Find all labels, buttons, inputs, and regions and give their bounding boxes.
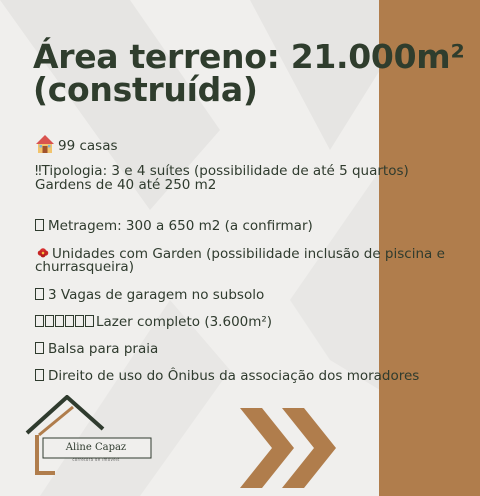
missing-glyph-icon	[85, 315, 94, 327]
feature-tipologia: ‼Tipologia: 3 e 4 suítes (possibilidade de até 5 quartos)	[35, 163, 409, 179]
brand-logo	[25, 395, 155, 480]
feature-vagas-text: 3 Vagas de garagem no subsolo	[48, 287, 265, 303]
missing-glyph-icon	[55, 315, 64, 327]
feature-onibus	[35, 369, 419, 384]
double-chevron-right-icon	[238, 408, 348, 488]
feature-unidades-text: Unidades com Garden (possibilidade inclusão de piscina e	[52, 246, 445, 262]
house-icon	[35, 134, 55, 154]
rose-icon	[35, 246, 51, 260]
feature-lazer	[35, 315, 272, 330]
feature-vagas	[35, 288, 264, 303]
feature-metragem-text: Metragem: 300 a 650 m2 (a confirmar)	[48, 218, 313, 234]
feature-balsa-text: Balsa para praia	[48, 341, 159, 357]
feature-onibus-text: Direito de uso do Ônibus da associação dos moradores	[48, 368, 420, 384]
page-title: Área terreno: 21.000m² (construída)	[33, 37, 465, 109]
brand-tagline: corretora de imóveis	[72, 457, 120, 462]
feature-lazer-text: Lazer completo (3.600m²)	[96, 314, 273, 330]
missing-glyph-icon	[35, 315, 44, 327]
missing-glyph-icon	[35, 219, 44, 231]
missing-glyph-icon	[35, 288, 44, 300]
missing-glyph-icon	[45, 315, 54, 327]
missing-glyph-icon	[75, 315, 84, 327]
brand-name: Aline Capaz	[65, 442, 127, 453]
missing-glyph-icon	[35, 369, 44, 381]
missing-glyph-icon	[35, 342, 44, 354]
missing-glyph-icon	[65, 315, 74, 327]
feature-casas	[35, 134, 118, 154]
feature-gardens: Gardens de 40 até 250 m2	[35, 177, 217, 193]
feature-casas-text: 99 casas	[58, 138, 118, 154]
feature-metragem	[35, 219, 313, 234]
feature-balsa	[35, 342, 158, 357]
feature-unidades-cont: churrasqueira)	[35, 259, 134, 275]
